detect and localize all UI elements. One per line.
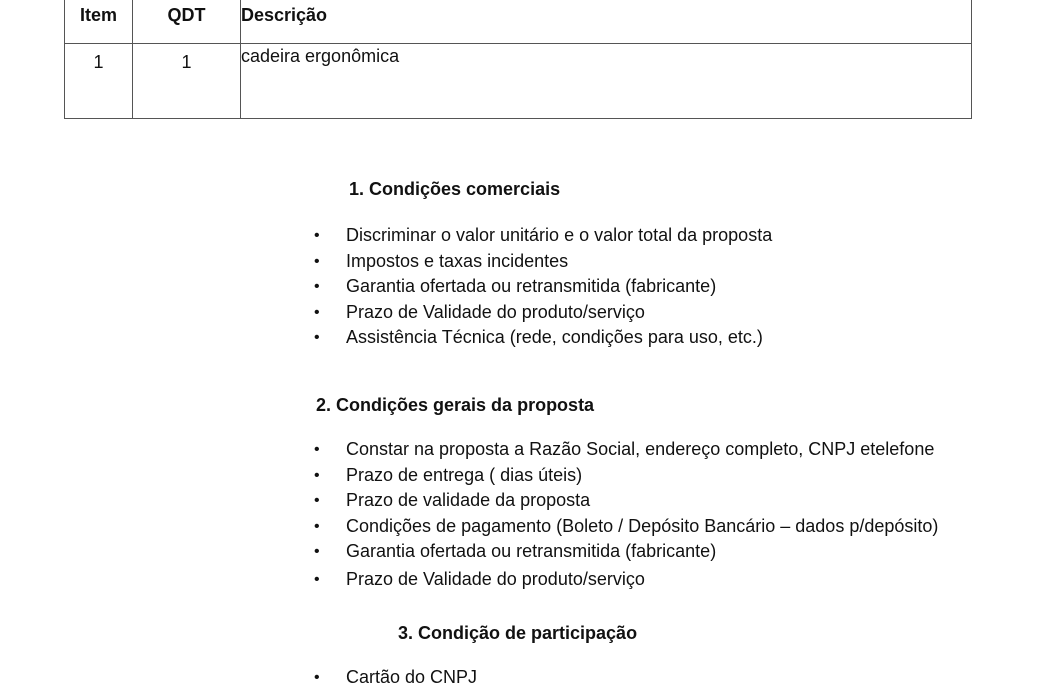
header-qdt: QDT bbox=[133, 0, 241, 44]
cell-qdt: 1 bbox=[133, 44, 241, 119]
list-item: • Impostos e taxas incidentes bbox=[346, 249, 772, 275]
header-descricao: Descrição bbox=[241, 0, 972, 44]
list-item: • Prazo de validade da proposta bbox=[346, 488, 938, 514]
list-item: • Garantia ofertada ou retransmitida (fabricante) bbox=[346, 274, 772, 300]
list-item: • Prazo de entrega ( dias úteis) bbox=[346, 463, 938, 489]
section-title-condicao-participacao: 3. Condição de participação bbox=[398, 623, 638, 643]
cell-descricao: cadeira ergonômica bbox=[241, 44, 972, 119]
section-title-condicoes-comerciais: 1. Condições comerciais bbox=[349, 179, 561, 199]
table-header-row bbox=[65, 0, 972, 44]
list-item: • Discriminar o valor unitário e o valor total da proposta bbox=[346, 223, 772, 249]
list-condicoes-gerais bbox=[346, 437, 938, 592]
list-item: • Assistência Técnica (rede, condições para uso, etc.) bbox=[346, 325, 772, 351]
list-item: • Cartão do CNPJ bbox=[346, 665, 477, 691]
cell-item: 1 bbox=[65, 44, 133, 119]
header-item: Item bbox=[65, 0, 133, 44]
table-row bbox=[65, 44, 972, 119]
list-item: • Constar na proposta a Razão Social, endereço completo, CNPJ etelefone bbox=[346, 437, 938, 463]
list-item: • Condições de pagamento (Boleto / Depósito Bancário – dados p/depósito) bbox=[346, 514, 938, 540]
section-title-condicoes-gerais: 2. Condições gerais da proposta bbox=[316, 395, 595, 415]
list-condicao-participacao bbox=[346, 665, 477, 691]
items-table bbox=[64, 0, 972, 119]
list-condicoes-comerciais bbox=[346, 223, 772, 351]
list-item: • Prazo de Validade do produto/serviço bbox=[346, 567, 938, 593]
list-item: • Garantia ofertada ou retransmitida (fabricante) bbox=[346, 539, 938, 565]
list-item: • Prazo de Validade do produto/serviço bbox=[346, 300, 772, 326]
